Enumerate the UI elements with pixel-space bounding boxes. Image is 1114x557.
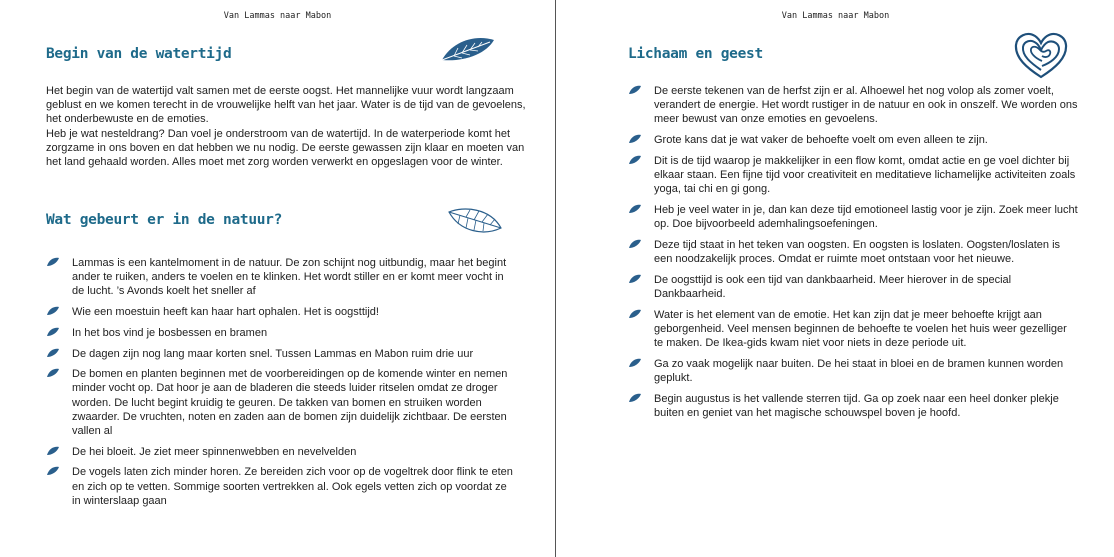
bullet-text: De dagen zijn nog lang maar korten snel. Tussen Lammas en Mabon ruim drie uur — [72, 347, 474, 360]
outline-leaf-icon — [446, 206, 504, 236]
leaf-bullet-icon — [46, 326, 60, 338]
leaf-bullet-icon — [628, 133, 642, 145]
bullet-text: De vogels laten zich minder horen. Ze bereiden zich voor op de vogeltrek door flink te eten en zich op te vetten. Sommige soorten vertrekken al. Ook egels vetten zich op voordat ze in winterslaap gaan — [72, 466, 513, 507]
bullet-text: Wie een moestuin heeft kan haar hart ophalen. Het is oogsttijd! — [72, 306, 379, 319]
right-page — [557, 0, 1114, 557]
leaf-bullet-icon — [628, 392, 642, 404]
list-item — [46, 305, 516, 319]
list-item — [628, 392, 1078, 420]
bullet-text: De hei bloeit. Je ziet meer spinnenwebben en nevelvelden — [72, 445, 357, 458]
bullet-text: Heb je veel water in je, dan kan deze tijd emotioneel lastig voor je zijn. Zoek meer lucht op. Doe bijvoorbeeld ademhalingsoefeningen. — [654, 203, 1078, 231]
leaf-bullet-icon — [46, 465, 60, 477]
left-page — [0, 0, 555, 557]
intro-paragraph-2: Heb je wat nesteldrang? Dan voel je onderstroom van de watertijd. In de waterperiode komt het zorgzame in ons boven en dat hebben we nu nodig. De eerste gewassen zijn klaar en moeten van het land gehaald worden. Alles moet met zorg worden verwerkt en opgeslagen voor de winter. — [46, 128, 525, 169]
bullet-text: In het bos vind je bosbessen en bramen — [72, 326, 268, 339]
bullet-text: Water is het element van de emotie. Het kan zijn dat je meer behoefte krijgt aan geborgenheid. Veel mensen beginnen de behoefte te voelen het huis weer gezelliger te maken. De Ikea-gids kwam niet voor niets in deze periode uit. — [654, 308, 1067, 350]
leaf-bullet-icon — [46, 347, 60, 359]
list-item — [628, 238, 1078, 266]
list-item — [46, 367, 516, 438]
list-item — [46, 465, 516, 508]
running-head-left: Van Lammas naar Mabon — [223, 11, 332, 21]
page-divider — [555, 0, 556, 557]
leaf-bullet-icon — [628, 357, 642, 369]
bullet-text: De eerste tekenen van de herfst zijn er al. Alhoewel het nog volop als zomer voelt, verandert de energie. Het wordt rustiger in de natuur en ook in onszelf. We worden ons meer bewust van onze emoties en gevoelens. — [654, 85, 1078, 126]
leaf-bullet-icon — [628, 273, 642, 285]
leaf-bullet-icon — [628, 84, 642, 96]
bullet-text: De bomen en planten beginnen met de voorbereidingen op de komende winter en nemen minder vocht op. Dat hoor je aan de bladeren die steeds luider ritselen omdat ze droger worden. De lucht begint kruidig te geuren. De takken van bomen en struiken worden zwaarder. De vruchten, noten en zaden aan de bomen zijn duidelijk zichtbaar. De eersten vallen al — [72, 368, 508, 438]
list-item — [46, 326, 516, 340]
list-item — [46, 256, 516, 299]
leaf-bullet-icon — [628, 154, 642, 166]
list-item — [46, 347, 516, 361]
list-item — [628, 133, 1078, 147]
leaf-bullet-icon — [628, 238, 642, 250]
bullet-text: Begin augustus is het vallende sterren tijd. Ga op zoek naar een heel donker plekje buiten en geniet van het magische schouwspel boven je hoofd. — [654, 392, 1059, 419]
leaf-bullet-icon — [628, 308, 642, 320]
bullet-text: Grote kans dat je wat vaker de behoefte voelt om even alleen te zijn. — [654, 134, 988, 147]
spiral-heart-icon — [1013, 30, 1069, 80]
leaf-bullet-icon — [628, 203, 642, 215]
list-item — [628, 273, 1078, 301]
leaf-bullet-icon — [46, 305, 60, 317]
filled-leaf-icon — [440, 36, 496, 62]
list-item — [628, 84, 1078, 127]
nature-bullet-list — [46, 256, 516, 515]
list-item — [46, 445, 516, 459]
leaf-bullet-icon — [46, 445, 60, 457]
bullet-text: Lammas is een kantelmoment in de natuur. De zon schijnt nog uitbundig, maar het begint ander te ruiken, anders te voelen en te klinken. Het wordt stiller en er komt meer vocht in de lucht. ’s Avonds koelt het sneller af — [72, 257, 507, 298]
bullet-text: Ga zo vaak mogelijk naar buiten. De hei staat in bloei en de bramen kunnen worden geplukt. — [654, 357, 1064, 384]
section-title-natuur: Wat gebeurt er in de natuur? — [46, 212, 283, 228]
bullet-text: Dit is de tijd waarop je makkelijker in een flow komt, omdat actie en ge voel dichter bij elkaar staan. Een fijne tijd voor creativiteit en meditatieve lichamelijke activiteiten zoals yoga, tai chi en gi gong. — [654, 154, 1076, 196]
intro-paragraph-1: Het begin van de watertijd valt samen met de eerste oogst. Het mannelijke vuur wordt langzaam geblust en we komen terecht in de vrouwelijke helft van het jaar. Water is de tijd van de gevoelens, het onderbewuste en de emoties. — [46, 85, 526, 126]
list-item — [628, 154, 1078, 197]
list-item — [628, 308, 1078, 351]
section-title-lichaam: Lichaam en geest — [628, 46, 763, 62]
running-head-right: Van Lammas naar Mabon — [781, 11, 890, 21]
leaf-bullet-icon — [46, 367, 60, 379]
bullet-text: Deze tijd staat in het teken van oogsten. En oogsten is loslaten. Oogsten/loslaten is een noodzakelijk proces. Omdat er ruimte moet ontstaan voor het nieuwe. — [654, 238, 1061, 266]
bullet-text: De oogsttijd is ook een tijd van dankbaarheid. Meer hierover in de special Dankbaarheid. — [654, 273, 1012, 300]
section-title-watertijd: Begin van de watertijd — [46, 46, 232, 62]
body-mind-bullet-list — [628, 84, 1078, 427]
list-item — [628, 357, 1078, 385]
leaf-bullet-icon — [46, 256, 60, 268]
list-item — [628, 203, 1078, 231]
